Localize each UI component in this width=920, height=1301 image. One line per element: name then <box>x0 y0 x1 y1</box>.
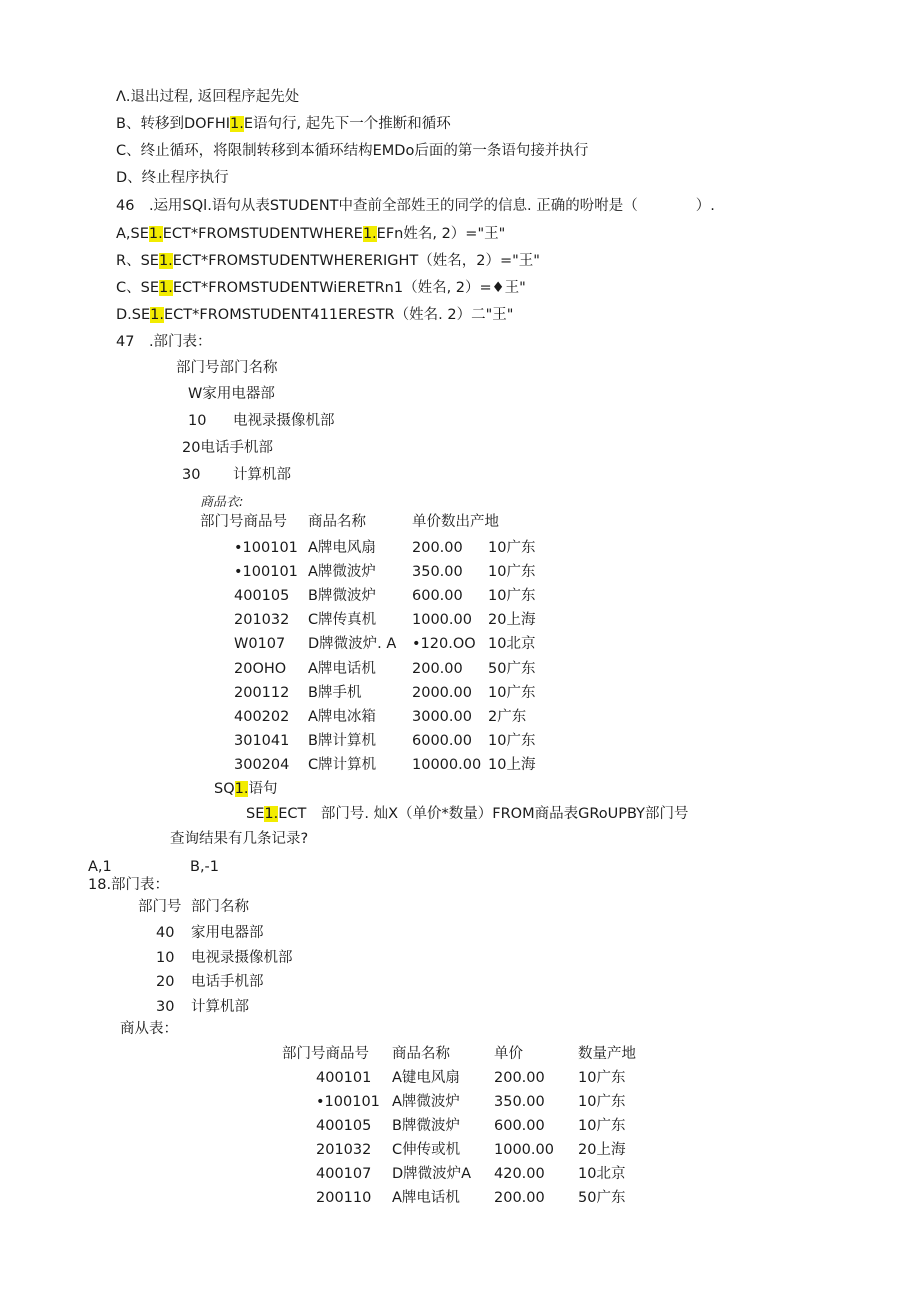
table-row <box>0 686 920 706</box>
table-row <box>0 637 920 657</box>
table-row <box>0 613 920 633</box>
text: ECT*FROMSTUDENTWHERE <box>162 226 363 242</box>
q46-option-c <box>116 281 526 296</box>
table-cell: 201032 <box>234 612 290 629</box>
q47-sql-label <box>214 782 277 797</box>
table-cell: 201032 <box>316 1142 372 1158</box>
q47-option-b: B,-1 <box>190 859 220 875</box>
q47-dept-row <box>182 467 291 483</box>
text: 语句 <box>248 781 278 797</box>
q45-option-b <box>116 117 451 132</box>
table-cell: 301041 <box>234 732 290 749</box>
q45-option-c: C、终止循环，将限制转移到本循环结构EMDo后面的第一条语句接并执行 <box>116 143 589 159</box>
table-cell: A键电风扇 <box>392 1070 460 1086</box>
text: E语句行, 起先下一个推断和循环 <box>243 116 451 132</box>
table-cell: D牌微波炉. A <box>308 636 397 653</box>
table-row <box>0 541 920 561</box>
table-cell: 200112 <box>234 684 290 701</box>
q48-goods-title: 商从表： <box>120 1021 178 1037</box>
text: SQ <box>214 781 235 797</box>
highlight-mark: 1. <box>264 806 279 822</box>
table-cell: 10广东 <box>488 588 536 605</box>
table-row <box>0 589 920 609</box>
highlight-mark: 1. <box>158 253 173 269</box>
q46-option-d <box>116 308 513 323</box>
table-cell: 600.00 <box>412 588 463 605</box>
dept-name: 电视录摄像机部 <box>233 413 335 429</box>
table-cell: 1000.00 <box>412 612 472 629</box>
table-row <box>0 1167 920 1187</box>
table-row <box>0 710 920 730</box>
table-cell: A牌微波炉 <box>308 564 376 581</box>
q47-dept-row <box>188 413 335 429</box>
q47-option-a: A,1 <box>88 859 112 875</box>
table-cell: 10广东 <box>578 1094 626 1110</box>
table-cell: C伸传或机 <box>392 1142 461 1158</box>
table-cell: 400107 <box>316 1166 372 1182</box>
table-cell: C牌计算机 <box>308 756 377 773</box>
table-cell: B牌微波炉 <box>392 1118 460 1134</box>
header-cell: 部门号商品号 <box>282 1046 369 1062</box>
table-cell: A牌电冰箱 <box>308 708 376 725</box>
table-row <box>0 975 920 995</box>
table-cell: 2广东 <box>488 708 527 725</box>
table-cell: A牌电话机 <box>392 1190 460 1206</box>
table-cell: 10广东 <box>488 684 536 701</box>
table-cell: 10广东 <box>578 1070 626 1086</box>
table-cell: •100101 <box>316 1094 380 1110</box>
table-cell: 400105 <box>316 1118 372 1134</box>
table-cell: •100101 <box>234 564 298 581</box>
table-cell: 30 <box>156 998 175 1015</box>
table-cell: 2000.00 <box>412 684 472 701</box>
table-cell: 计算机部 <box>191 998 249 1015</box>
q48-goods-header <box>282 1046 636 1062</box>
table-cell: 600.00 <box>494 1118 545 1134</box>
q45-option-a: Λ.退出过程, 返回程序起先处 <box>116 89 300 105</box>
table-cell: 家用电器部 <box>191 925 264 941</box>
table-cell: 200110 <box>316 1190 372 1206</box>
table-cell: 20上海 <box>488 612 536 629</box>
table-cell: 50广东 <box>578 1190 626 1206</box>
highlight-mark: 1. <box>150 307 164 323</box>
text: ECT*FROMSTUDENTWiERETRn1（姓名, 2）=♦王" <box>172 280 526 296</box>
header-cell: 商品名称 <box>308 514 366 530</box>
text: D.SE <box>116 307 151 323</box>
table-cell: 200.00 <box>412 660 463 677</box>
table-row <box>0 1119 920 1139</box>
table-cell: 400202 <box>234 708 290 725</box>
table-cell: 50广东 <box>488 660 536 677</box>
q46-stem: 46 .运用SQl.语句从表STUDENT中查前全部姓王的同学的信息. 正确的吩咐是（ ）. <box>116 198 715 214</box>
table-cell: 3000.00 <box>412 708 472 725</box>
highlight-mark: 1. <box>234 781 249 797</box>
text: C、SE <box>116 280 159 296</box>
text: SE <box>246 806 265 822</box>
text: R、SE <box>116 253 159 269</box>
table-cell: C牌传真机 <box>308 612 377 629</box>
highlight-mark: 1. <box>362 226 377 242</box>
table-cell: 350.00 <box>412 564 463 581</box>
table-cell: 10广东 <box>488 564 536 581</box>
table-cell: •120.OO <box>412 636 476 653</box>
table-row <box>0 1000 920 1020</box>
table-cell: W0107 <box>234 636 286 653</box>
table-cell: 350.00 <box>494 1094 545 1110</box>
header-cell: 单价 <box>494 1046 523 1062</box>
table-cell: 6000.00 <box>412 732 472 749</box>
table-cell: 10广东 <box>488 540 536 556</box>
table-cell: •100101 <box>234 540 298 556</box>
text: A,SE <box>116 226 149 242</box>
table-cell: 200.00 <box>494 1190 545 1206</box>
table-row <box>0 1071 920 1091</box>
table-cell: 20 <box>156 974 175 990</box>
text: B、转移到DOFHI <box>116 116 231 132</box>
q47-dept-header: 部门号部门名称 <box>176 360 278 376</box>
table-row <box>0 662 920 682</box>
table-cell: 10北京 <box>578 1166 626 1182</box>
q45-option-d: D、终止程序执行 <box>116 170 229 186</box>
q47-goods-title: 商品衣: <box>200 495 244 510</box>
table-cell: 1000.00 <box>494 1142 554 1158</box>
dept-no: 10 <box>188 413 207 429</box>
table-cell: 电视录摄像机部 <box>191 949 293 966</box>
table-row <box>0 1095 920 1115</box>
header-cell: 商品名称 <box>392 1046 450 1062</box>
q47-dept-row: 20电话手机部 <box>182 440 273 456</box>
table-cell: 10 <box>156 949 175 966</box>
table-row <box>0 926 920 946</box>
table-cell: 200.00 <box>412 540 463 556</box>
q48-stem: 18.部门表： <box>88 877 170 893</box>
table-cell: A牌电风扇 <box>308 540 376 556</box>
text: ECT 部门号. 灿X（单价*数量）FROM商品表GRoUPBY部门号 <box>278 806 689 822</box>
highlight-mark: 1. <box>159 280 173 296</box>
table-row <box>0 565 920 585</box>
table-row <box>0 758 920 778</box>
table-cell: 10广东 <box>488 732 536 749</box>
q46-option-b <box>116 254 540 269</box>
table-cell: 300204 <box>234 756 290 773</box>
q47-sql-statement <box>246 807 689 822</box>
table-cell: 40 <box>156 925 175 941</box>
table-cell: 400105 <box>234 588 290 605</box>
header-cell: 部门号 <box>138 899 182 915</box>
table-cell: 10北京 <box>488 636 536 653</box>
q47-stem: 47 .部门表： <box>116 334 212 350</box>
header-cell: 数量产地 <box>578 1046 636 1062</box>
header-cell: 单价数出产地 <box>412 514 499 530</box>
table-cell: A牌微波炉 <box>392 1094 460 1110</box>
table-row <box>0 951 920 971</box>
header-cell: 部门号商品号 <box>200 514 287 530</box>
text: EFn姓名, 2）="王" <box>376 226 506 242</box>
q47-question: 查询结果有几条记录? <box>170 831 309 847</box>
table-cell: 200.00 <box>494 1070 545 1086</box>
dept-name: 计算机部 <box>233 467 291 483</box>
table-cell: 20上海 <box>578 1142 626 1158</box>
table-cell: 10广东 <box>578 1118 626 1134</box>
table-cell: D牌微波炉A <box>392 1166 472 1182</box>
table-cell: 10000.00 <box>412 756 482 773</box>
q46-option-a <box>116 227 505 242</box>
q47-dept-row: W家用电器部 <box>188 386 275 402</box>
highlight-mark: 1. <box>148 226 163 242</box>
dept-no: 30 <box>182 467 201 483</box>
table-cell: 20OHO <box>234 660 287 677</box>
text: ECT*FROMSTUDENTWHERERIGHT（姓名，2）="王" <box>172 253 540 269</box>
highlight-mark: 1. <box>230 116 244 132</box>
q48-dept-header <box>138 899 249 915</box>
header-cell: 部门名称 <box>191 899 249 915</box>
table-row <box>0 1143 920 1163</box>
q47-goods-header <box>200 514 499 530</box>
table-row <box>0 1191 920 1211</box>
table-row <box>0 734 920 754</box>
table-cell: A牌电话机 <box>308 660 376 677</box>
table-cell: B牌微波炉 <box>308 588 376 605</box>
table-cell: B牌计算机 <box>308 732 376 749</box>
table-cell: 420.00 <box>494 1166 545 1182</box>
table-cell: B牌手机 <box>308 684 362 701</box>
table-cell: 电话手机部 <box>191 974 264 990</box>
text: ECT*FROMSTUDENT411ERESTR（姓名. 2）二"王" <box>163 307 514 323</box>
table-cell: 400101 <box>316 1070 372 1086</box>
table-cell: 10上海 <box>488 756 536 773</box>
